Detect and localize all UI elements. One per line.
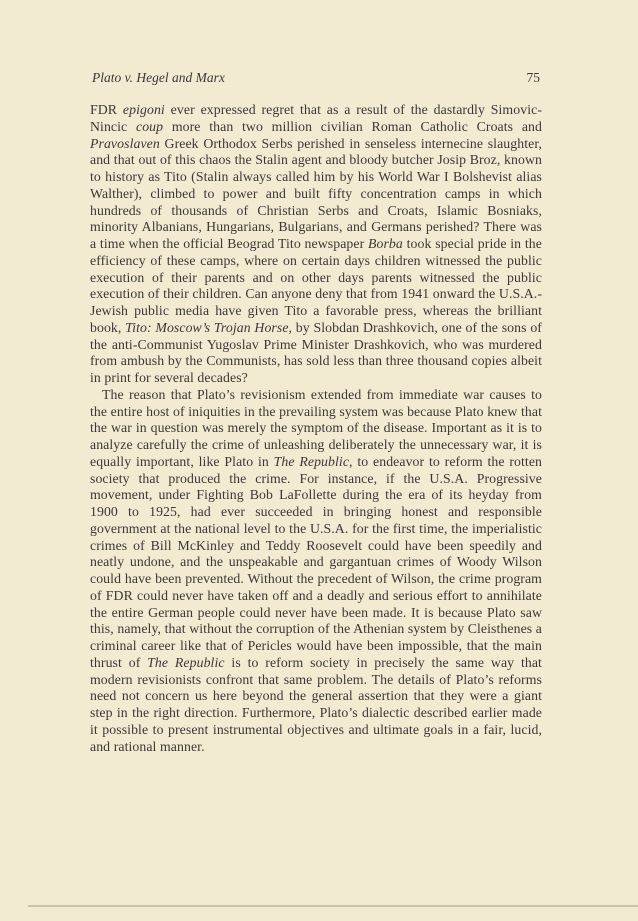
text-run: more than two million civilian Roman Catholic Croats and [163,118,542,134]
text-run: FDR [90,102,123,117]
text-run: Greek Orthodox Serbs perished in senseless internecine slaughter, and that out of this chaos the Stalin agent and bloody butcher Josip Broz, known to history as Tito (Stalin always called him by his World War I Bolshevist alias Walther), climbed to power and built fifty concentration camps in which hundreds of thousands of Christian Serbs and Croats, Islamic Bosniaks, minority Albanians, Hungarians, Bulgarians, and Germans perished? There was a time when the official Beograd Tito newspaper [90,135,542,251]
text-run: is to reform society in precisely the same way that modern revisionists confront that same problem. The details of Plato’s reforms need not concern us here beyond the general assertion that they were a giant step in the right direction. Furthermore, Plato’s dialectic described earlier made it possible to present instrumental objectives and ultimate goals in a fair, lucid, and rational manner. [90,654,542,754]
page-edge-divider [28,905,638,907]
paragraph-1 [90,102,542,387]
italic-book-title: The Republic [147,654,225,670]
text-run: to endeavor to reform the rotten society that produced the crime. For instance, if the U.S.A. Progressive movement, under Fighting Bob LaFollette during the era of its heyday from 1900 to 1925, had ever succeeded in bringing honest and responsible government at the national level to the U.S.A. for the first time, the imperialistic crimes of Bill McKinley and Teddy Roosevelt could have been speedily and neatly undone, and the unspeakable and gargantuan crimes of Woody Wilson could have been prevented. Without the precedent of Wilson, the crime program of FDR could never have taken off and a deadly and serious effort to annihilate the entire German people could never have been made. It is because Plato saw this, namely, that without the corruption of the Athenian system by Cleisthenes a criminal career like that of Pericles would have been impossible, that the main thrust of [90,453,543,670]
italic-title-borba: Borba [367,236,403,251]
italic-book-title: The Republic, [273,453,353,469]
running-head [92,70,540,90]
text-run: The reason that Plato’s revisionism extended from immediate war causes to the entire host of iniquities in the prevailing system was because Plato knew that the war in question was merely the symptom of the disease. Important as it is to analyze carefully the crime of unleashing deliberately the unnecessary war, it is equally important, like Plato in [90,386,542,469]
text-run: took special pride in the efficiency of these camps, where on certain days children witnessed the public execution of their parents and on other days parents witnessed the public execution of their children. Can anyone deny that from 1941 onward the U.S.A.-Jewish public media have given Tito a favorable press, whereas the brilliant book, [90,236,542,335]
text-run: ever expressed regret that as a result of the dastardly Simovic-Nincic [90,102,542,134]
italic-term-pravoslaven: Pravoslaven [90,135,160,151]
text-run: by Slobdan Drashkovich, one of the sons of the anti-Communist Yugoslav Prime Minister Drashkovich, who was murdered from ambush by the Communists, has sold less than three thousand copies albeit in print for several decades? [90,319,542,385]
italic-term-epigoni: epigoni [122,102,165,117]
paragraph-2 [90,387,542,756]
page-number: 75 [526,70,540,85]
body-text [90,102,542,755]
running-title: Plato v. Hegel and Marx [92,70,225,85]
italic-term-coup: coup [135,118,164,134]
italic-book-title: Tito: Moscow’s Trojan Horse, [125,319,293,335]
